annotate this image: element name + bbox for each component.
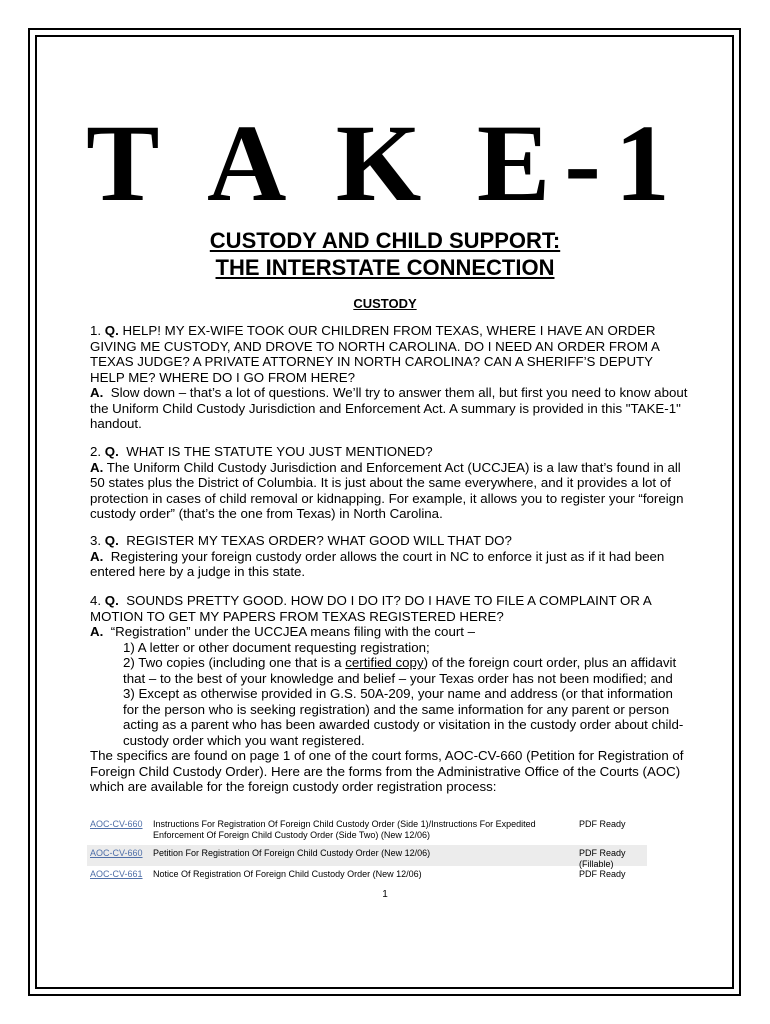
closing-paragraph: The specifics are found on page 1 of one of the court forms, AOC-CV-660 (Petition for Registration of Foreign Child Custody Order). Here are the forms from the Administrative Office of the Courts (AOC) which are available for the foreign custody order registration process:: [90, 748, 684, 794]
form-link[interactable]: AOC-CV-660: [90, 848, 143, 858]
table-row: [87, 845, 647, 869]
table-row: [87, 816, 647, 845]
form-description: Petition For Registration Of Foreign Child Custody Order (New 12/06): [153, 848, 431, 858]
answer-4: A. “Registration” under the UCCJEA means filing with the court –: [90, 624, 476, 639]
form-status: PDF Ready: [579, 869, 626, 879]
page-number: 1: [382, 889, 388, 900]
answer-2: A. The Uniform Child Custody Jurisdiction and Enforcement Act (UCCJEA) is a law that’s found in all 50 states plus the District of Columbia. It is just about the same everywhere, and it provides a lot of protection in cases of child removal or kidnapping. For example, it allows you to register your “foreign custody order” (that’s the one from Texas) in North Carolina.: [90, 459, 684, 521]
list-item: 1) A letter or other document requesting registration;: [123, 639, 430, 655]
form-status: PDF Ready (Fillable): [579, 848, 626, 869]
list-item: 2) Two copies (including one that is a certified copy) of the foreign court order, plus an affidavit that – to the best of your knowledge and belief – your Texas order has not been modified; and: [123, 655, 677, 686]
list-item: 3) Except as otherwise provided in G.S. 50A-209, your name and address (or that information for the person who is seeking registration) and the same information for any parent or person acting as a parent who has been awarded custody or visitation in the custody order about child-custody order which you want registered.: [123, 686, 684, 748]
form-description: Instructions For Registration Of Foreign Child Custody Order (Side 1)/Instructions For Expedited Enforcement Of Foreign Child Custody Order (Side Two) (New 12/06): [153, 819, 536, 840]
question-4: 4. Q. SOUNDS PRETTY GOOD. HOW DO I DO IT? DO I HAVE TO FILE A COMPLAINT OR A MOTION TO GET MY PAPERS FROM TEXAS REGISTERED HERE?: [90, 593, 652, 624]
section-heading: CUSTODY: [353, 296, 417, 311]
question-3: 3. Q. REGISTER MY TEXAS ORDER? WHAT GOOD WILL THAT DO?: [90, 533, 512, 548]
answer-3: A. Registering your foreign custody order allows the court in NC to enforce it just as if it had been entered here by a judge in this state.: [90, 548, 665, 579]
forms-table: [87, 816, 647, 887]
form-description: Notice Of Registration Of Foreign Child Custody Order (New 12/06): [153, 869, 422, 879]
document-subtitle-line1: CUSTODY AND CHILD SUPPORT:: [209, 228, 561, 253]
document-subtitle-line2: THE INTERSTATE CONNECTION: [215, 255, 555, 280]
form-link[interactable]: AOC-CV-661: [90, 869, 143, 879]
form-status: PDF Ready: [579, 819, 626, 829]
certified-copy-term: certified copy: [345, 655, 424, 670]
table-row: [87, 866, 647, 887]
registration-requirements-list: [90, 640, 690, 749]
question-1: 1. Q. HELP! MY EX-WIFE TOOK OUR CHILDREN FROM TEXAS, WHERE I HAVE AN ORDER GIVING ME CUSTODY, AND DROVE TO NORTH CAROLINA. DO I NEED AN ORDER FROM A TEXAS JUDGE? A PRIVATE ATTORNEY IN NORTH CAROLINA? CAN A SHERIFF’S DEPUTY HELP ME? WHERE DO I GO FROM HERE?: [90, 323, 660, 385]
form-link[interactable]: AOC-CV-660: [90, 819, 143, 829]
answer-1: A. Slow down – that’s a lot of questions. We’ll try to answer them all, but first you need to know about the Uniform Child Custody Jurisdiction and Enforcement Act. A summary is provided in this "TAKE-1" handout.: [90, 385, 688, 431]
qa-3: [90, 533, 690, 580]
qa-2: [90, 444, 690, 522]
question-2: 2. Q. WHAT IS THE STATUTE YOU JUST MENTIONED?: [90, 444, 433, 459]
qa-4: [90, 593, 690, 795]
qa-1: [90, 323, 690, 432]
document-title: T A K E-1: [86, 102, 684, 224]
